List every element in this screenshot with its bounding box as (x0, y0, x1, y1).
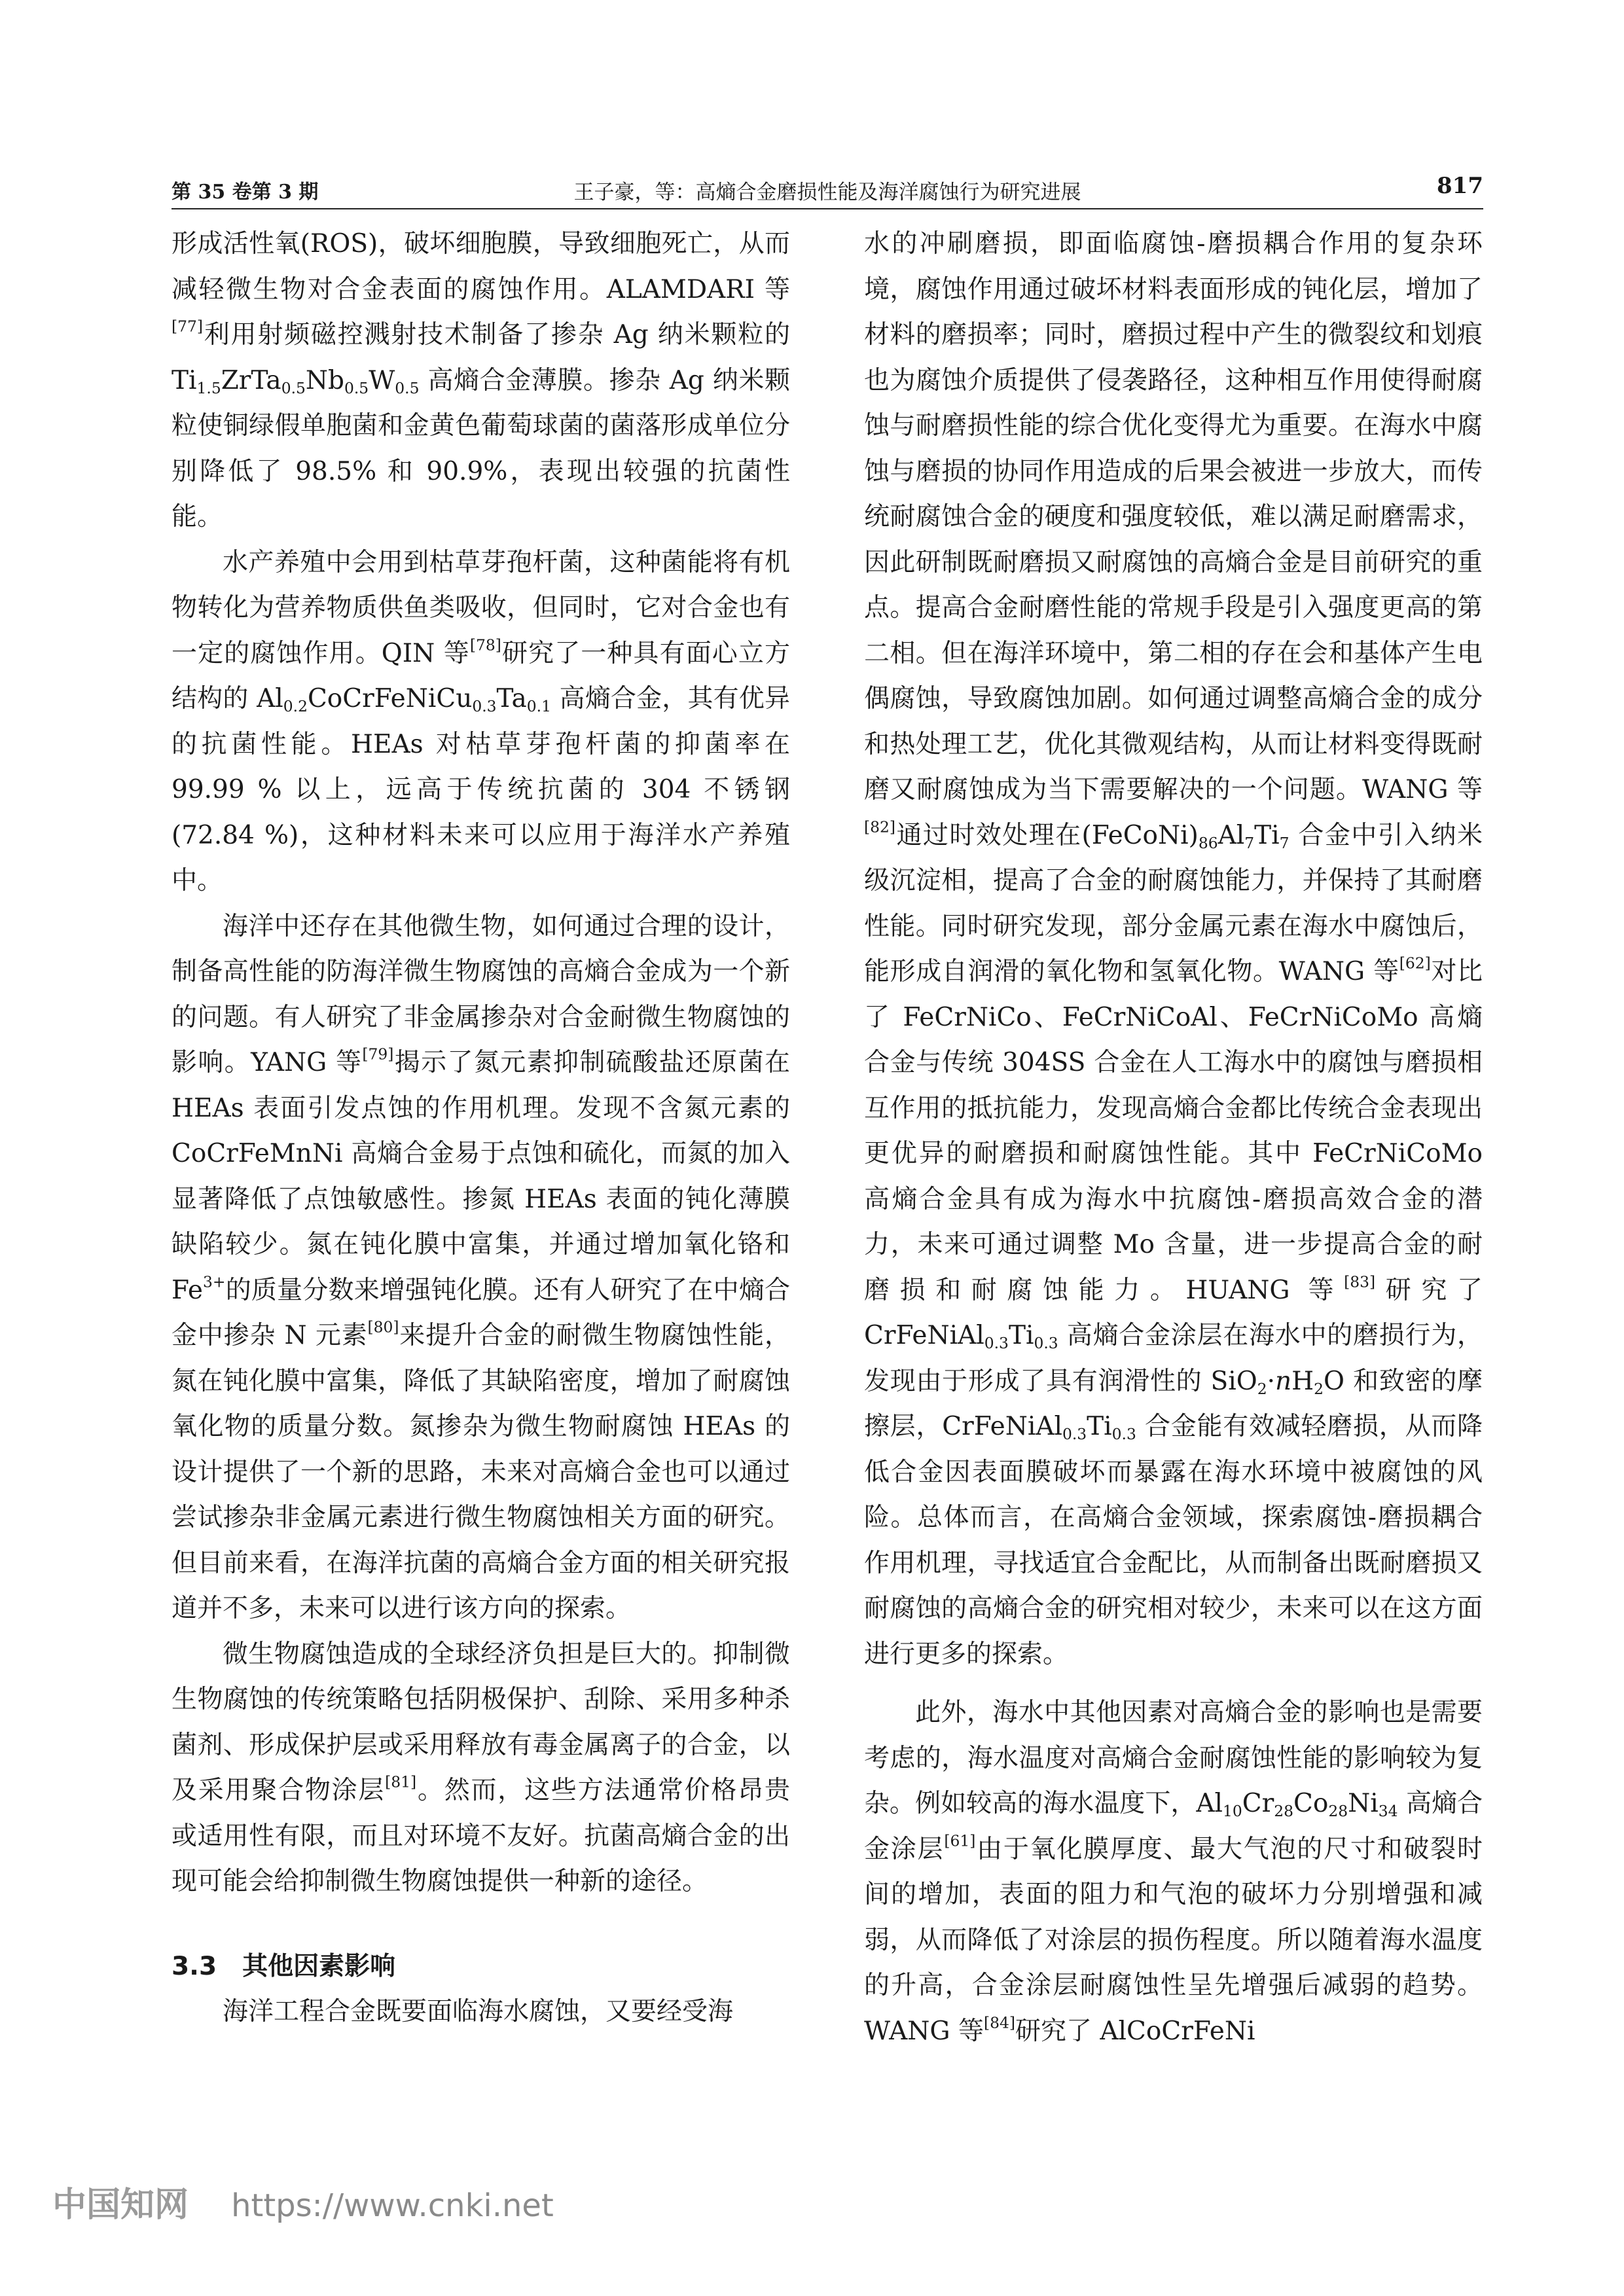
header-rule (171, 208, 1483, 209)
citation[interactable]: [79] (362, 1045, 394, 1064)
cnki-logo: 中国知网 (52, 2185, 189, 2225)
paragraph-wear-corrosion-start: 海洋工程合金既要面临海水腐蚀，又要经受海 (223, 1997, 734, 2026)
citation[interactable]: [81] (385, 1772, 417, 1791)
citation[interactable]: [80] (367, 1318, 399, 1336)
paragraph-nitrogen-doping: 海洋中还存在其他微生物，如何通过合理的设计，制备高性能的防海洋微生物腐蚀的高熵合金成为一个新的问题。有人研究了非金属掺杂对合金耐微生物腐蚀的影响。YANG 等[79]揭示了氮元素抑制硫酸盐还原菌在 HEAs 表面引发点蚀的作用机理。发现不含氮元素的 CoCrFeMnNi 高熵合金易于点蚀和硫化，而氮的加入显著降低了点蚀敏感性。掺氮 HEAs 表面的钝化薄膜缺陷较少。氮在钝化膜中富集，并通过增加氧化铬和 $Fe^{3+}$的质量分数来增强钝化膜。还有人研究了在中熵合金中掺杂 N 元素[80]来提升合金的耐微生物腐蚀性能，氮在钝化膜中富集，降低了其缺陷密度，增加了耐腐蚀氧化物的质量分数。氮掺杂为微生物耐腐蚀 HEAs 的设计提供了一个新的思路，未来对高熵合金也可以通过尝试掺杂非金属元素进行微生物腐蚀相关方面的研究。但目前来看，在海洋抗菌的高熵合金方面的相关研究报道并不多，未来可以进行该方向的探索。 (171, 911, 790, 1623)
citation[interactable]: [77] (171, 317, 204, 336)
paragraph-aquaculture: 水产养殖中会用到枯草芽孢杆菌，这种菌能将有机物转化为营养物质供鱼类吸收，但同时，它对合金也有一定的腐蚀作用。QIN 等[78]研究了一种具有面心立方结构的 $Al_{0.2}CoCrFeNiCu_{0.3}Ta_{0.1}$ 高熵合金，其有优异的抗菌性能。HEAs 对枯草芽孢杆菌的抑菌率在 99.99 % 以上，远高于传统抗菌的 304 不锈钢(72.84 %)，这种材料未来可以应用于海洋水产养殖中。 (171, 547, 790, 895)
left-column (171, 221, 790, 2035)
section-heading-3-3: 3.3 其他因素影响 (171, 1951, 396, 1981)
citation[interactable]: [84] (983, 2013, 1015, 2032)
running-header (171, 175, 1483, 209)
citation[interactable]: [62] (1399, 954, 1431, 973)
citation[interactable]: [83] (1344, 1272, 1376, 1291)
citation[interactable]: [82] (864, 817, 896, 836)
cnki-url[interactable]: https://www.cnki.net (231, 2187, 554, 2224)
paragraph-seawater-temperature: 此外，海水中其他因素对高熵合金的影响也是需要考虑的，海水温度对高熵合金耐腐蚀性能的影响较为复杂。例如较高的海水温度下，$Al_{10}Cr_{28}Co_{28}Ni_{34}$ 高熵合金涂层[61]由于氧化膜厚度、最大气泡的尺寸和破裂时间的增加，表面的阻力和气泡的破坏力分别增强和减弱，从而降低了对涂层的损伤程度。所以随着海水温度的升高，合金涂层耐腐蚀性呈先增强后减弱的趋势。WANG 等[84]研究了 AlCoCrFeNi (864, 1698, 1483, 2046)
paragraph-corrosion-wear: 水的冲刷磨损，即面临腐蚀-磨损耦合作用的复杂环境，腐蚀作用通过破坏材料表面形成的钝化层，增加了材料的磨损率；同时，磨损过程中产生的微裂纹和划痕也为腐蚀介质提供了侵袭路径，这种相互作用使得耐腐蚀与耐磨损性能的综合优化变得尤为重要。在海水中腐蚀与磨损的协同作用造成的后果会被进一步放大，而传统耐腐蚀合金的硬度和强度较低，难以满足耐磨需求，因此研制既耐磨损又耐腐蚀的高熵合金是目前研究的重点。提高合金耐磨性能的常规手段是引入强度更高的第二相。但在海洋环境中，第二相的存在会和基体产生电偶腐蚀，导致腐蚀加剧。如何通过调整高熵合金的成分和热处理工艺，优化其微观结构，从而让材料变得既耐磨又耐腐蚀成为当下需要解决的一个问题。WANG 等[82]通过时效处理在$(FeCoNi)_{86}Al_7Ti_7$ 合金中引入纳米级沉淀相，提高了合金的耐腐蚀能力，并保持了其耐磨性能。同时研究发现，部分金属元素在海水中腐蚀后，能形成自润滑的氧化物和氢氧化物。WANG 等[62]对比了 FeCrNiCo、FeCrNiCoAl、FeCrNiCoMo 高熵合金与传统 304SS 合金在人工海水中的腐蚀与磨损相互作用的抵抗能力，发现高熵合金都比传统合金表现出更优异的耐磨损和耐腐蚀性能。其中 FeCrNiCoMo 高熵合金具有成为海水中抗腐蚀-磨损高效合金的潜力，未来可通过调整 Mo 含量，进一步提高合金的耐磨损和耐腐蚀能力。HUANG 等[83]研究了 $CrFeNiAl_{0.3}Ti_{0.3}$ 高熵合金涂层在海水中的磨损行为，发现由于形成了具有润滑性的 $SiO_2\cdot nH_2O$ 和致密的摩擦层，$CrFeNiAl_{0.3}Ti_{0.3}$ 合金能有效减轻磨损，从而降低合金因表面膜破坏而暴露在海水环境中被腐蚀的风险。总体而言，在高熵合金领域，探索腐蚀-磨损耦合作用机理，寻找适宜合金配比，从而制备出既耐磨损又耐腐蚀的高熵合金的研究相对较少，未来可以在这方面进行更多的探索。 (864, 229, 1483, 1669)
page-number: 817 (1437, 173, 1483, 199)
citation[interactable]: [61] (944, 1831, 976, 1850)
article-running-title: 王子豪，等：高熵合金磨损性能及海洋腐蚀行为研究进展 (573, 181, 1081, 204)
citation[interactable]: [78] (469, 635, 501, 654)
paragraph-ros-antibacterial: 形成活性氧(ROS)，破坏细胞膜，导致细胞死亡，从而减轻微生物对合金表面的腐蚀作用。ALAMDARI 等[77]利用射频磁控溅射技术制备了掺杂 Ag 纳米颗粒的 $Ti_{1.5}ZrTa_{0.5}Nb_{0.5}W_{0.5}$ 高熵合金薄膜。掺杂 Ag 纳米颗粒使铜绿假单胞菌和金黄色葡萄球菌的菌落形成单位分别降低了 98.5% 和 90.9%，表现出较强的抗菌性能。 (171, 229, 790, 531)
journal-issue: 第 35 卷第 3 期 (171, 181, 319, 204)
watermark-footer (52, 2177, 554, 2224)
paragraph-mic-burden: 微生物腐蚀造成的全球经济负担是巨大的。抑制微生物腐蚀的传统策略包括阴极保护、刮除、采用多种杀菌剂、形成保护层或采用释放有毒金属离子的合金，以及采用聚合物涂层[81]。然而，这些方法通常价格昂贵或适用性有限，而且对环境不友好。抗菌高熵合金的出现可能会给抑制微生物腐蚀提供一种新的途径。 (171, 1639, 790, 1896)
right-column (864, 221, 1483, 2054)
